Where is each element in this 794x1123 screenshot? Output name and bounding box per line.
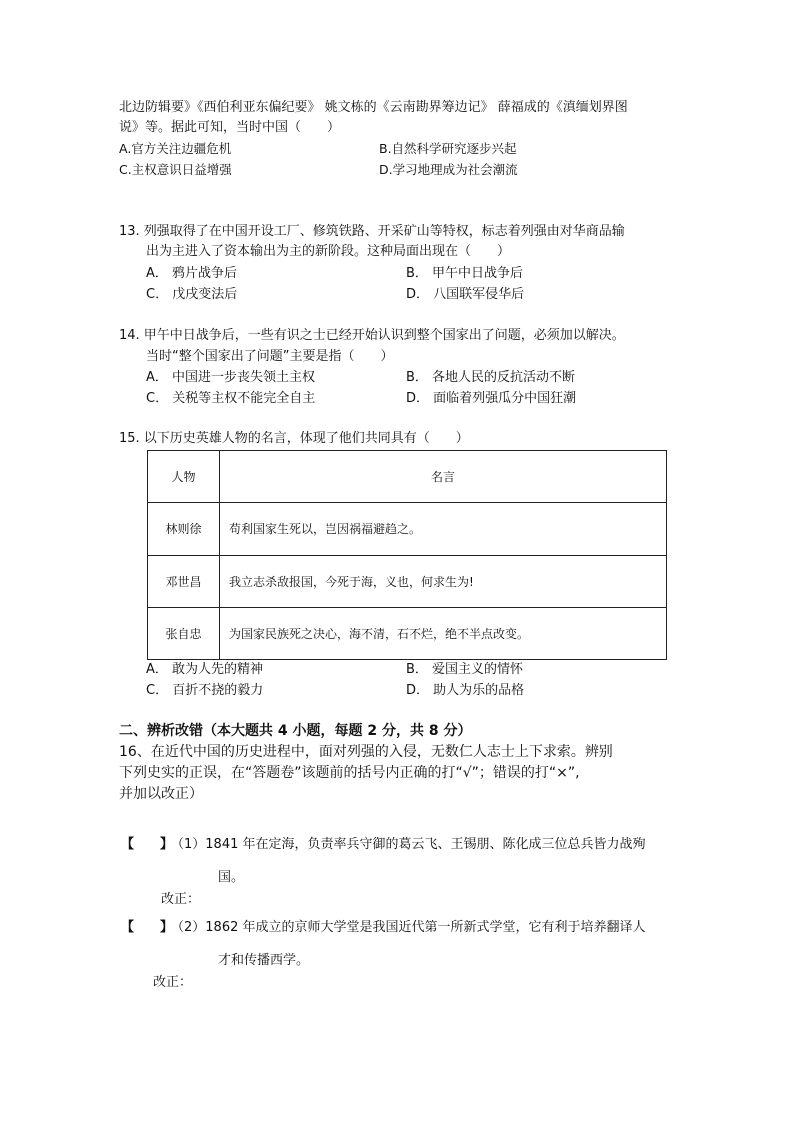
answer-bracket[interactable]: 【 】 [121, 920, 174, 935]
q12-option-a: A.官方关注边疆危机 [119, 141, 232, 156]
correction-label: 改正： [161, 892, 201, 907]
q14-stem-line1: 14. 甲午中日战争后，一些有识之士已经开始认识到整个国家出了问题，必须加以解决。 [119, 328, 625, 343]
q13-option-d: D． 八国联军侵华后 [406, 287, 525, 302]
q14-stem-line2: 当时“整个国家出了问题”主要是指（ ） [146, 349, 394, 364]
answer-bracket[interactable]: 【 】 [121, 837, 174, 852]
correction-label: 改正： [153, 975, 193, 990]
q12-option-d: D.学习地理成为社会潮流 [379, 162, 518, 177]
q13-option-c: C． 戊戌变法后 [146, 287, 238, 302]
q12-stem-line2: 说》等。据此可知，当时中国（ ） [119, 120, 341, 135]
q15-option-b: B． 爱国主义的情怀 [406, 662, 524, 677]
q16-item1-text-line2: 国。 [218, 870, 245, 885]
q13-option-a: A． 鸦片战争后 [146, 266, 238, 281]
q14-option-b: B． 各地人民的反抗活动不断 [406, 370, 576, 385]
table-cell-person: 张自忠 [148, 607, 220, 659]
table-cell-person: 邓世昌 [148, 555, 220, 607]
table-header-person: 人物 [148, 451, 220, 503]
table-cell-quote: 苟利国家生死以，岂因祸福避趋之。 [220, 503, 667, 555]
q16-item2-text-line2: 才和传播西学。 [218, 953, 310, 968]
q16-item1-text-line1: （1）1841 年在定海，负责率兵守御的葛云飞、王锡朋、陈化成三位总兵皆力战殉 [171, 837, 646, 852]
table-cell-person: 林则徐 [148, 503, 220, 555]
quotes-table [147, 450, 667, 660]
q15-option-c: C． 百折不挠的毅力 [146, 683, 264, 698]
section-title: 二、辨析改错（本大题共 4 小题，每题 2 分，共 8 分） [119, 723, 472, 739]
q12-option-c: C.主权意识日益增强 [119, 162, 232, 177]
q14-option-d: D． 面临着列强瓜分中国狂潮 [406, 391, 577, 406]
q15-stem: 15. 以下历史英雄人物的名言，体现了他们共同具有（ ） [119, 431, 469, 446]
table-header-row [148, 451, 667, 503]
table-cell-quote: 我立志杀敌报国，今死于海，义也，何求生为! [220, 555, 667, 607]
q14-option-a: A． 中国进一步丧失领土主权 [146, 370, 316, 385]
q13-stem-line1: 13. 列强取得了在中国开设工厂、修筑铁路、开采矿山等特权，标志着列强由对华商品输 [119, 224, 625, 239]
q15-option-a: A． 敢为人先的精神 [146, 662, 264, 677]
table-cell-quote: 为国家民族死之决心，海不清，石不烂，绝不半点改变。 [220, 607, 667, 659]
q13-stem-line2: 出为主进入了资本输出为主的新阶段。这种局面出现在（ ） [146, 244, 511, 259]
q16-item2-text-line1: （2）1862 年成立的京师大学堂是我国近代第一所新式学堂，它有利于培养翻译人 [171, 920, 646, 935]
q16-stem-line1: 16、在近代中国的历史进程中，面对列强的入侵，无数仁人志士上下求索。辨别 [119, 744, 613, 760]
table-row [148, 555, 667, 607]
q16-stem-line2: 下列史实的正误，在“答题卷”该题前的括号内正确的打“√”；错误的打“×”, [119, 765, 580, 781]
q12-stem-line1: 北边防辑要》《西伯利亚东偏纪要》 姚文栋的《云南勘界筹边记》 薛福成的《滇缅划界图 [119, 100, 628, 115]
q13-option-b: B． 甲午中日战争后 [406, 266, 524, 281]
q16-stem-line3: 并加以改正） [119, 786, 203, 802]
q15-option-d: D． 助人为乐的品格 [406, 683, 525, 698]
table-header-quote: 名言 [220, 451, 667, 503]
q12-option-b: B.自然科学研究逐步兴起 [379, 141, 517, 156]
table-row [148, 607, 667, 659]
table-row [148, 503, 667, 555]
q14-option-c: C． 关税等主权不能完全自主 [146, 391, 316, 406]
